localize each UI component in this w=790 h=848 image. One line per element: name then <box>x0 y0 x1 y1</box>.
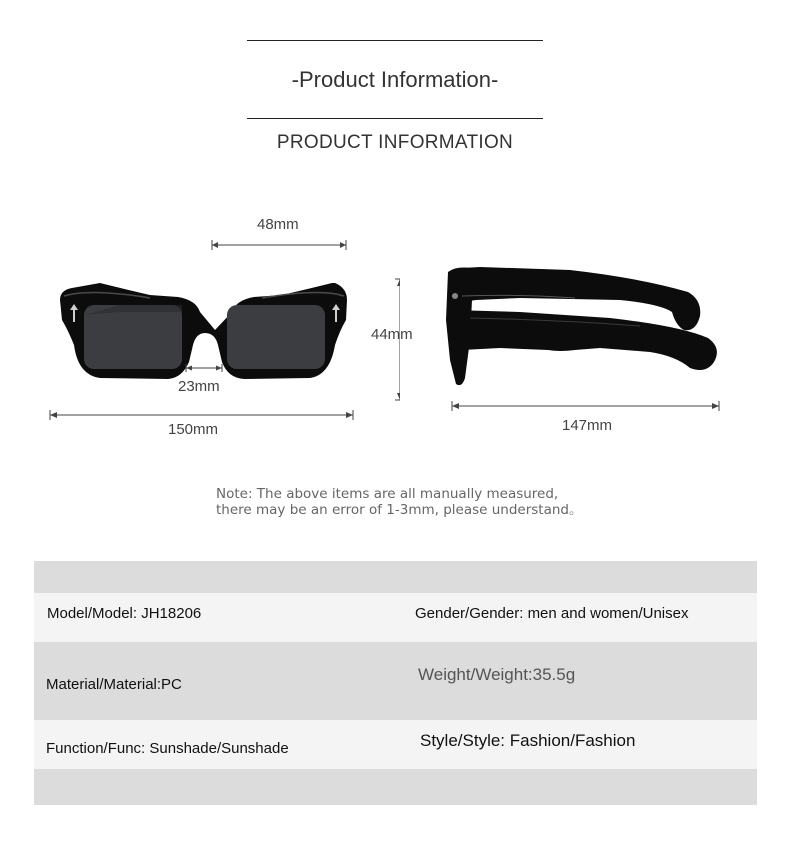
spec-model: Model/Model: JH18206 <box>47 605 202 622</box>
table-row <box>34 561 757 593</box>
page-subtitle: PRODUCT INFORMATION <box>276 132 514 153</box>
dim-frame-width: 150mm <box>168 421 219 438</box>
left-lens <box>84 305 182 369</box>
dim-temple-length: 147mm <box>562 417 613 434</box>
dim-lens-width: 48mm <box>257 216 299 233</box>
table-row <box>34 769 757 805</box>
table-row <box>34 593 757 642</box>
table-row <box>34 720 757 769</box>
page-title: -Product Information- <box>291 67 499 92</box>
dim-lens-height: 44mm <box>371 326 413 343</box>
spec-function: Function/Func: Sunshade/Sunshade <box>46 740 289 757</box>
note-line-2: there may be an error of 1-3mm, please understand。 <box>216 502 583 518</box>
note-line-1: Note: The above items are all manually measured, <box>216 486 559 502</box>
glasses-side-view <box>430 255 730 420</box>
spec-gender: Gender/Gender: men and women/Unisex <box>415 605 689 622</box>
header-rule-top <box>247 40 543 41</box>
spec-weight: Weight/Weight:35.5g <box>418 665 576 684</box>
measurement-note <box>216 486 583 518</box>
specs-table <box>34 561 757 805</box>
glasses-front-view <box>0 200 400 450</box>
table-row <box>34 642 757 720</box>
spec-style: Style/Style: Fashion/Fashion <box>420 731 636 750</box>
right-lens <box>227 305 325 369</box>
header-rule-bottom <box>247 118 543 119</box>
spec-material: Material/Material:PC <box>46 676 182 693</box>
dim-bridge: 23mm <box>178 378 220 395</box>
